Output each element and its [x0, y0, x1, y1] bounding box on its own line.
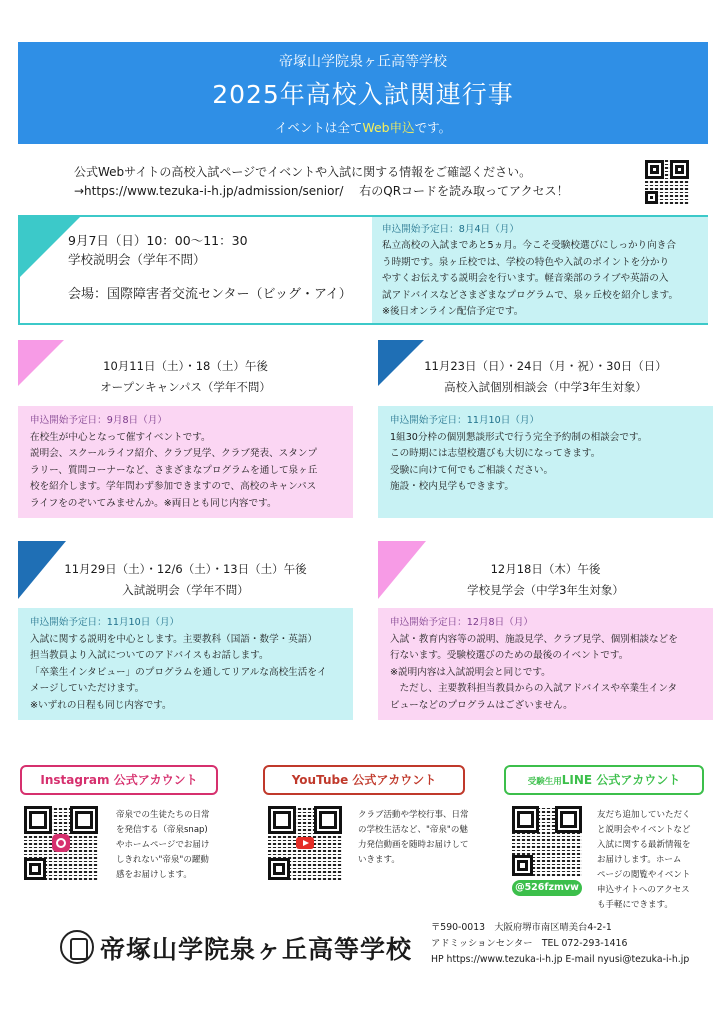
event1-line: ※後日オンライン配信予定です。 [382, 306, 524, 318]
line-line: 友だち追加していただく [597, 810, 691, 820]
instagram-line: 帝泉での生徒たちの日常 [116, 810, 210, 820]
event-exam-briefing [18, 541, 353, 720]
event5-line: 行ないます。受験校選びのための最後のイベントです。 [390, 650, 629, 662]
line-line: と説明会やイベントなど [597, 825, 691, 835]
event-individual-consultation [378, 340, 713, 518]
line-line: も手軽にできます。 [597, 900, 673, 910]
event3-line: この時期には志望校選びも大切になってきます。 [390, 448, 601, 460]
header-subtitle [18, 118, 708, 136]
event4-line: メージしていただけます。 [30, 683, 145, 695]
event2-line: 校を紹介します。学年問わず参加できますので、高校のキャンパス [30, 481, 317, 493]
school-crest-logo [60, 930, 94, 964]
sub-before: イベントは全て [274, 120, 363, 135]
line-description [597, 808, 691, 913]
event3-line: 施設・校内見学もできます。 [390, 481, 514, 493]
event3-name: 高校入試個別相談会（中学3年生対象） [444, 380, 647, 394]
youtube-description [358, 808, 469, 868]
line-line: 申込サイトへのアクセス [597, 885, 690, 895]
event2-line: 説明会、スクールライフ紹介、クラブ見学、クラブ発表、スタンプ [30, 448, 318, 460]
instagram-description [116, 808, 210, 883]
line-title-pre: 受験生用 [527, 777, 562, 787]
page-title: 2025年高校入試関連行事 [212, 80, 514, 109]
event1-date: 9月7日（日）10：00～11：30 [68, 233, 248, 248]
instagram-line: を発信する（帝泉snap) [116, 825, 208, 835]
instagram-account-heading [20, 765, 218, 795]
event2-date: 10月11日（土）・18（土）午後 [103, 359, 268, 373]
event1-details [372, 217, 708, 323]
event4-label: 申込開始予定日：11月10日（月） [30, 617, 180, 628]
event3-date: 11月23日（日）・24日（月・祝）・30日（日） [424, 359, 667, 373]
youtube-title-en: YouTube [291, 773, 349, 787]
header-school-name: 帝塚山学院泉ヶ丘高等学校 [279, 54, 447, 70]
footer-center: アドミッションセンター TEL 072-293-1416 [431, 938, 628, 949]
intro-line-1: 公式Webサイトの高校入試ページでイベントや入試に関する情報をご確認ください。 [74, 165, 532, 179]
event1-line: 試アドバイスなどさまざまなプログラムで、泉ヶ丘校を紹介します。 [382, 289, 679, 301]
youtube-play-icon [296, 837, 314, 849]
event1-line: 私立高校の入試まであと5ヵ月。今こそ受験校選びにしっかり向き合 [382, 240, 676, 252]
event1-name: 学校説明会（学年不問） [68, 252, 206, 267]
footer-web[interactable]: HP https://www.tezuka-i-h.jp E-mail nyusi@tezuka-i-h.jp [431, 954, 690, 965]
youtube-line: いきます。 [358, 855, 400, 865]
event5-line: 入試・教育内容等の説明、施設見学、クラブ見学、個別相談などを [390, 633, 678, 645]
event2-line: ライフをのぞいてみませんか。※両日とも同じ内容です。 [30, 497, 277, 509]
event4-details [18, 608, 353, 720]
instagram-line: しきれない"帝泉"の躍動 [116, 855, 209, 865]
event2-line: 在校生が中心となって催すイベントです。 [30, 431, 211, 443]
event4-line: ※いずれの日程も同じ内容です。 [30, 699, 172, 711]
instagram-line: やホームページでお届け [116, 840, 210, 850]
event4-name: 入試説明会（学年不問） [122, 583, 249, 597]
event4-line: 入試に関する説明を中心とします。主要教科（国語・数学・英語） [30, 633, 318, 645]
event1-line: う時期です。泉ヶ丘校では、学校の特色や入試のポイントを分かり [382, 256, 670, 268]
sub-after: です。 [414, 120, 452, 135]
youtube-title-ja: 公式アカウント [352, 773, 437, 787]
event4-line: 担当教員より入試についてのアドバイスもお話します。 [30, 650, 269, 662]
event5-line: ただし、主要教科担当教員からの入試アドバイスや卒業生インタ [390, 683, 678, 695]
line-id-badge: @526fzmvw [512, 880, 582, 896]
event1-venue: 会場：国際障害者交流センター（ビッグ・アイ） [68, 287, 352, 302]
line-account-heading [504, 765, 704, 795]
event5-date: 12月18日（木）午後 [490, 562, 601, 576]
intro-text [74, 163, 569, 201]
header-banner [18, 42, 708, 144]
event1-heading [68, 231, 248, 269]
footer-contact [431, 920, 689, 968]
website-qr-code[interactable] [645, 160, 689, 204]
footer-address: 〒590-0013 大阪府堺市南区晴美台4-2-1 [431, 922, 612, 933]
event-open-campus [18, 340, 353, 518]
event5-line: ※説明内容は入試説明会と同じです。 [390, 666, 551, 678]
event3-line: 受験に向けて何でもご相談ください。 [390, 464, 554, 476]
intro-line-2[interactable]: →https://www.tezuka-i-h.jp/admission/senior/ 右のQRコードを読み取ってアクセス！ [74, 184, 569, 198]
line-line: 入試に関する最新情報を [597, 840, 691, 850]
event2-details [18, 406, 353, 518]
instagram-icon [52, 834, 70, 852]
event1-label: 申込開始予定日：8月4日（月） [382, 224, 519, 235]
event1-line: やすくお伝えする説明会を行います。軽音楽部のライブや英語の入 [382, 273, 669, 285]
footer-school-name: 帝塚山学院泉ヶ丘高等学校 [100, 935, 413, 964]
event5-label: 申込開始予定日：12月8日（月） [390, 617, 534, 628]
event4-line: 「卒業生インタビュー」のプログラムを通してリアルな高校生活をイ [30, 666, 327, 678]
youtube-line: の学校生活など、"帝泉"の魅 [358, 825, 468, 835]
instagram-title-ja: 公式アカウント [113, 773, 198, 787]
line-title-ja: 公式アカウント [596, 773, 681, 787]
event4-date: 11月29日（土）・12/6（土）・13日（土）午後 [64, 562, 307, 576]
event3-label: 申込開始予定日：11月10日（月） [390, 415, 540, 426]
instagram-title-en: Instagram [40, 773, 110, 787]
instagram-line: 感をお届けします。 [116, 870, 192, 880]
event5-line: ビューなどのプログラムはございません。 [390, 699, 573, 711]
line-line: ページの閲覧やイベント [597, 870, 691, 880]
sub-web: Web申込 [362, 120, 415, 135]
youtube-line: クラブ活動や学校行事、日常 [358, 810, 469, 820]
event3-details [378, 406, 713, 518]
event2-label: 申込開始予定日：9月8日（月） [30, 415, 167, 426]
event2-name: オープンキャンパス（学年不問） [100, 380, 271, 394]
youtube-account-heading [263, 765, 465, 795]
event-school-briefing [18, 215, 708, 325]
event-school-tour [378, 541, 713, 720]
event5-name: 学校見学会（中学3年生対象） [467, 583, 624, 597]
event2-line: ラリー、質問コーナーなど、さまざまなプログラムを通して泉ヶ丘 [30, 464, 318, 476]
youtube-line: 力発信動画を随時お届けして [358, 840, 469, 850]
event5-details [378, 608, 713, 720]
event3-line: 1組30分枠の個別懇談形式で行う完全予約制の相談会です。 [390, 431, 648, 443]
line-title-en: LINE [561, 773, 593, 787]
line-line: お届けします。ホーム [597, 855, 682, 865]
line-qr-code[interactable] [512, 806, 582, 876]
